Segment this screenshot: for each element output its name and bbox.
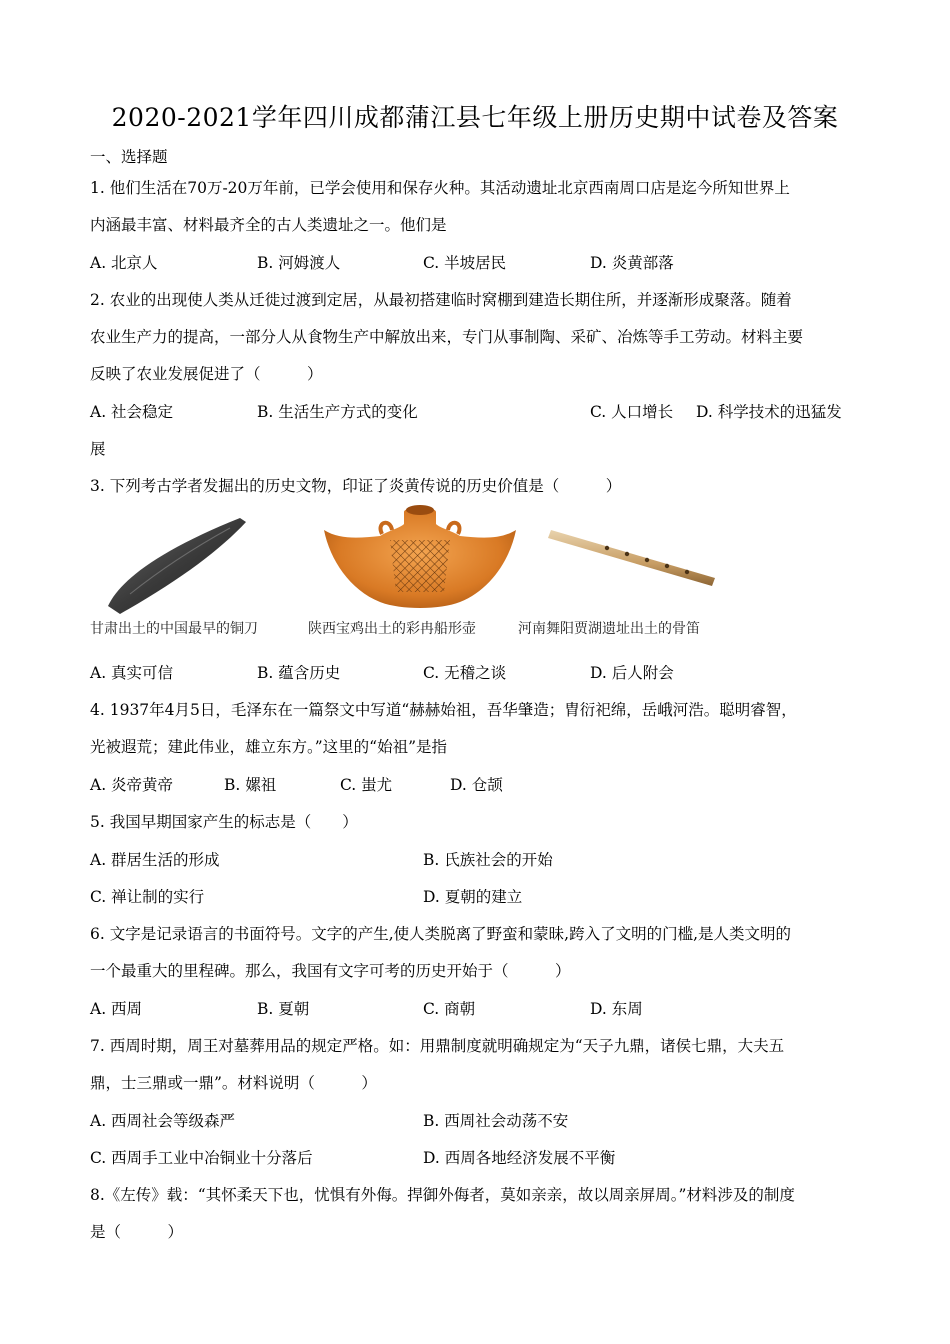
q1-option-c[interactable]: C. 半坡居民 (423, 254, 507, 272)
q7-text-line1: 7. 西周时期，周王对墓葬用品的规定严格。如：用鼎制度就明确规定为“天子九鼎，诸侯七鼎，大夫五 (90, 1037, 785, 1055)
caption-bone-flute: 河南舞阳贾湖遗址出土的骨笛 (518, 621, 700, 637)
q2-text-line3: 反映了农业发展促进了（ ） (90, 365, 323, 383)
q7-text-line2: 鼎，士三鼎或一鼎”。材料说明（ ） (90, 1074, 377, 1092)
q6-option-c[interactable]: C. 商朝 (423, 1000, 476, 1018)
q5-option-c[interactable]: C. 禅让制的实行 (90, 888, 205, 906)
q2-option-d[interactable]: D. 科学技术的迅猛发 (696, 403, 842, 421)
caption-bronze-knife: 甘肃出土的中国最早的铜刀 (90, 621, 258, 637)
q6-option-a[interactable]: A. 西周 (90, 1000, 143, 1018)
q4-option-d[interactable]: D. 仓颉 (450, 776, 503, 794)
q1-option-a[interactable]: A. 北京人 (90, 254, 158, 272)
q8-text-line1: 8.《左传》载：“其怀柔天下也，忧惧有外侮。捍御外侮者，莫如亲亲，故以周亲屏周。”材料涉及的制度 (90, 1186, 795, 1204)
q4-option-a[interactable]: A. 炎帝黄帝 (90, 776, 174, 794)
q4-text-line2: 光被遐荒；建此伟业，雄立东方。”这里的“始祖”是指 (90, 738, 448, 756)
section-heading: 一、选择题 (90, 148, 168, 166)
q1-text-line1: 1. 他们生活在70万-20万年前，已学会使用和保存火种。其活动遗址北京西南周口店是迄今所知世界上 (90, 179, 790, 197)
q3-figures (90, 500, 730, 650)
q6-text-line2: 一个最重大的里程碑。那么，我国有文字可考的历史开始于（ ） (90, 962, 571, 980)
q8-text-line2: 是（ ） (90, 1223, 184, 1241)
q1-option-b[interactable]: B. 河姆渡人 (257, 254, 341, 272)
painted-pottery-pot-image (320, 500, 520, 615)
q7-option-c[interactable]: C. 西周手工业中冶铜业十分落后 (90, 1149, 313, 1167)
q2-option-c[interactable]: C. 人口增长 (590, 403, 674, 421)
q5-option-b[interactable]: B. 氏族社会的开始 (423, 851, 553, 869)
q3-option-a[interactable]: A. 真实可信 (90, 664, 174, 682)
q1-text-line2: 内涵最丰富、材料最齐全的古人类遗址之一。他们是 (90, 216, 447, 234)
bone-flute-image (545, 520, 725, 600)
q2-text-line1: 2. 农业的出现使人类从迁徙过渡到定居，从最初搭建临时窝棚到建造长期住所，并逐渐形成聚落。随着 (90, 291, 792, 309)
q5-text-line1: 5. 我国早期国家产生的标志是（ ） (90, 813, 358, 831)
caption-pottery-pot: 陕西宝鸡出土的彩冉船形壶 (308, 621, 476, 637)
q6-option-b[interactable]: B. 夏朝 (257, 1000, 310, 1018)
q6-option-d[interactable]: D. 东周 (590, 1000, 643, 1018)
bronze-knife-image (100, 510, 250, 615)
q7-option-d[interactable]: D. 西周各地经济发展不平衡 (423, 1149, 616, 1167)
q7-option-b[interactable]: B. 西周社会动荡不安 (423, 1112, 569, 1130)
q5-option-d[interactable]: D. 夏朝的建立 (423, 888, 523, 906)
q3-option-c[interactable]: C. 无稽之谈 (423, 664, 507, 682)
q3-option-d[interactable]: D. 后人附会 (590, 664, 674, 682)
page-title: 2020-2021学年四川成都蒲江县七年级上册历史期中试卷及答案 (111, 103, 839, 132)
q4-text-line1: 4. 1937年4月5日，毛泽东在一篇祭文中写道“赫赫始祖，吾华肇造；胄衍祀绵，岳峨河浩。聪明睿智， (90, 701, 797, 719)
q2-text-line2: 农业生产力的提高，一部分人从食物生产中解放出来，专门从事制陶、采矿、冶炼等手工劳动。材料主要 (90, 328, 804, 346)
q2-option-b[interactable]: B. 生活生产方式的变化 (257, 403, 418, 421)
q6-text-line1: 6. 文字是记录语言的书面符号。文字的产生,使人类脱离了野蛮和蒙昧,跨入了文明的门槛,是人类文明的 (90, 925, 791, 943)
q3-option-b[interactable]: B. 蕴含历史 (257, 664, 341, 682)
q3-text-line1: 3. 下列考古学者发掘出的历史文物，印证了炎黄传说的历史价值是（ ） (90, 477, 622, 495)
q1-option-d[interactable]: D. 炎黄部落 (590, 254, 674, 272)
q4-option-c[interactable]: C. 蚩尤 (340, 776, 393, 794)
q5-option-a[interactable]: A. 群居生活的形成 (90, 851, 220, 869)
q2-option-a[interactable]: A. 社会稳定 (90, 403, 174, 421)
q2-option-d-wrap: 展 (90, 440, 106, 458)
q7-option-a[interactable]: A. 西周社会等级森严 (90, 1112, 236, 1130)
q4-option-b[interactable]: B. 嫘祖 (224, 776, 277, 794)
